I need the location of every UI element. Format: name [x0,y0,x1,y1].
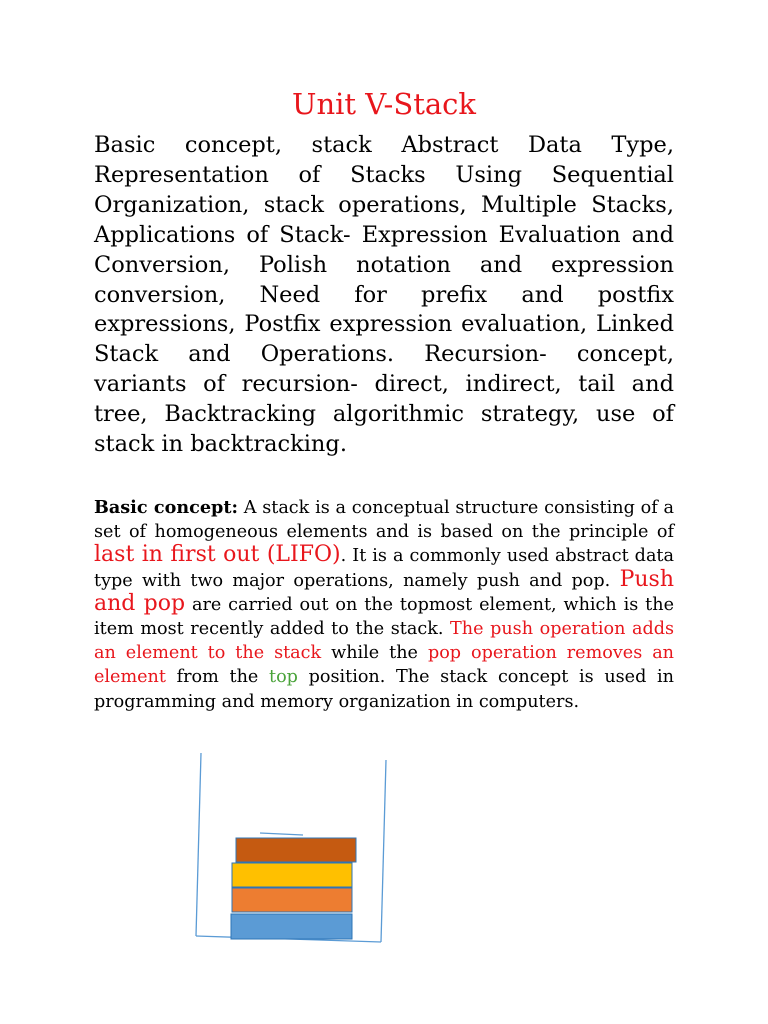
container-right-wall [381,760,386,942]
concept-text-5: from the [165,667,269,688]
top-highlight: top [269,667,298,688]
concept-text-2: . It is a commonly used abstract data type with two major operations, namely push and pop. [94,546,674,591]
push-operation-highlight: The push operation adds an element to the stack [94,619,675,664]
stack-container [196,753,386,942]
concept-text-4: while the [321,643,428,664]
stack-block-top [236,838,356,862]
stack-block-orange [232,888,352,912]
concept-text-1: A stack is a conceptual structure consisting of a set of homogeneous elements and is based on the principle of [94,498,674,543]
stack-block-blue [231,914,352,939]
lifo-highlight: last in first out (LIFO) [94,542,341,568]
container-bottom [196,936,381,942]
page-title: Unit V-Stack [292,87,476,121]
stack-block-yellow [232,863,352,887]
push-pop-highlight: Push and pop [94,566,674,616]
concept-text-3: are carried out on the topmost element, which is the item most recently added to the stack. [94,594,674,640]
container-tick [260,833,303,835]
syllabus-paragraph: Basic concept, stack Abstract Data Type, Representation of Stacks Using Sequential Organization, stack operations, Multiple Stacks, Applications of Stack- Expression Evaluation and Conversion, Polish notation and expression conversion, Need for prefix and postfix expressions, Postfix expression evaluation, Linked Stack and Operations. Recursion- concept, variants of recursion- direct, indirect, tail and tree, Backtracking algorithmic strategy, use of stack in backtracking. [94,132,674,458]
basic-concept-paragraph [94,496,674,714]
concept-heading: Basic concept: [94,497,238,518]
pop-operation-highlight: pop operation removes an element [94,643,675,688]
container-left-wall [196,753,201,936]
concept-text-6: position. The stack concept is used in programming and memory organization in computers. [94,667,674,712]
